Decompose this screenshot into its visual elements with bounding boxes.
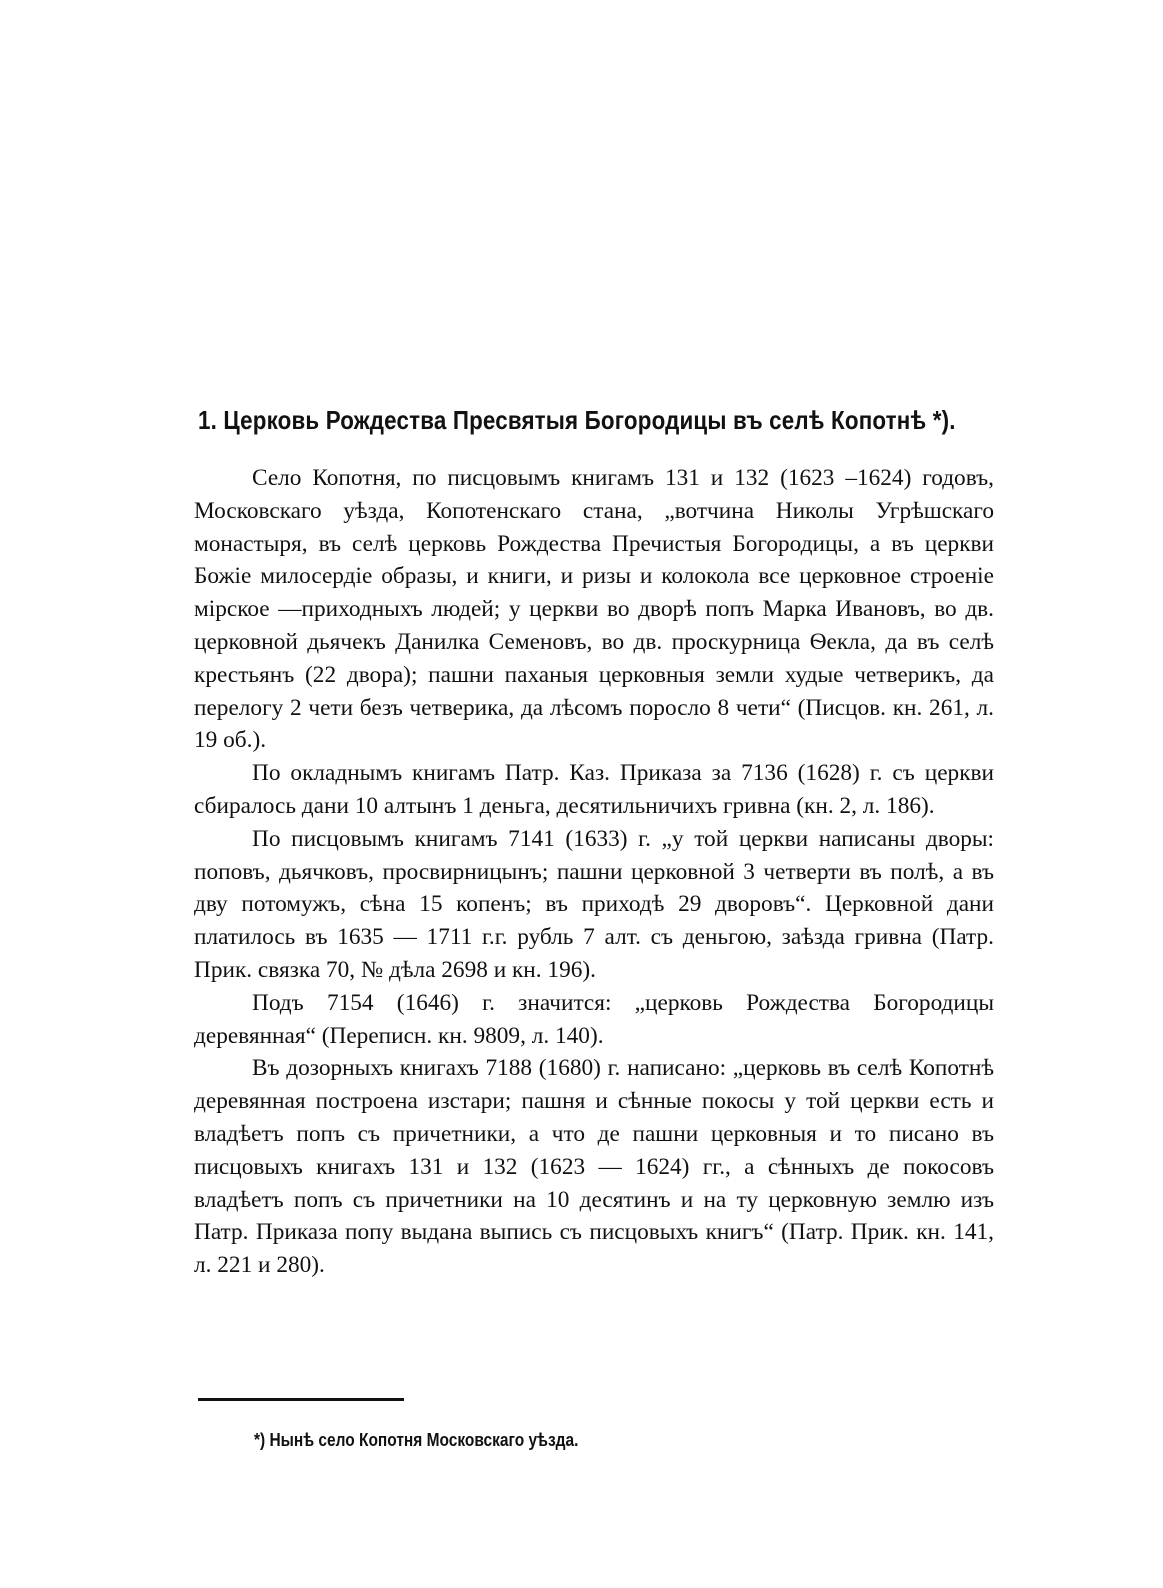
chapter-heading: 1. Церковь Рождества Пресвятыя Богородицы въ селѣ Копотнѣ *). [198,405,956,435]
paragraph-3: По писцовымъ книгамъ 7141 (1633) г. „у той церкви написаны дворы: поповъ, дьячковъ, просвирницынъ; пашни церковной 3 четверти въ полѣ, а въ дву потомужъ, сѣна 15 копенъ; въ приходѣ 29 дворовъ“. Церковной дани платилось въ 1635 — 1711 г.г. рубль 7 алт. съ деньгою, заѣзда гривна (Патр. Прик. связка 70, № дѣла 2698 и кн. 196). [194,825,994,983]
paragraph-5: Въ дозорныхъ книгахъ 7188 (1680) г. написано: „церковь въ селѣ Копотнѣ деревянная построена изстари; пашня и сѣнные покосы у той церкви есть и владѣетъ попъ съ причетники, а что де пашни церковныя и то писано въ писцовыхъ книгахъ 131 и 132 (1623 — 1624) гг., а сѣнныхъ де покосовъ владѣетъ попъ съ причетники на 10 десятинъ и на ту церковную землю изъ Патр. Приказа попу выдана выпись съ писцовыхъ книгъ“ (Патр. Прик. кн. 141, л. 221 и 280). [194,1055,994,1279]
footnote: *) Нынѣ село Копотня Московскаго уѣзда. [254,1430,579,1450]
paragraph-2: По окладнымъ книгамъ Патр. Каз. Приказа за 7136 (1628) г. съ церкви сбиралось дани 10 алтынъ 1 деньга, десятильничихъ гривна (кн. 2, л. 186). [194,760,994,819]
paragraph-4: Подъ 7154 (1646) г. значится: „церковь Рождества Богородицы деревянная“ (Переписн. кн. 9809, л. 140). [194,989,994,1049]
paragraph-1: Село Копотня, по писцовымъ книгамъ 131 и 132 (1623 –1624) годовъ, Московскаго уѣзда, Копотенскаго стана, „вотчина Николы Угрѣшскаго монастыря, въ селѣ церковь Рождества Пречистыя Богородицы, а въ церкви Божіе милосердіе образы, и книги, и ризы и колокола все церковное строеніе мірское —приходныхъ людей; у церкви во дворѣ попъ Марка Ивановъ, во дв. церковной дьячекъ Данилка Семеновъ, во дв. проскурница Ѳекла, да въ селѣ крестьянъ (22 двора); пашни паханыя церковныя земли худые четверикъ, да перелогу 2 чети безъ четверика, да лѣсомъ поросло 8 чети“ (Писцов. кн. 261, л. 19 об.). [194,465,994,754]
body-text [194,462,994,1282]
footnote-rule [198,1398,404,1401]
